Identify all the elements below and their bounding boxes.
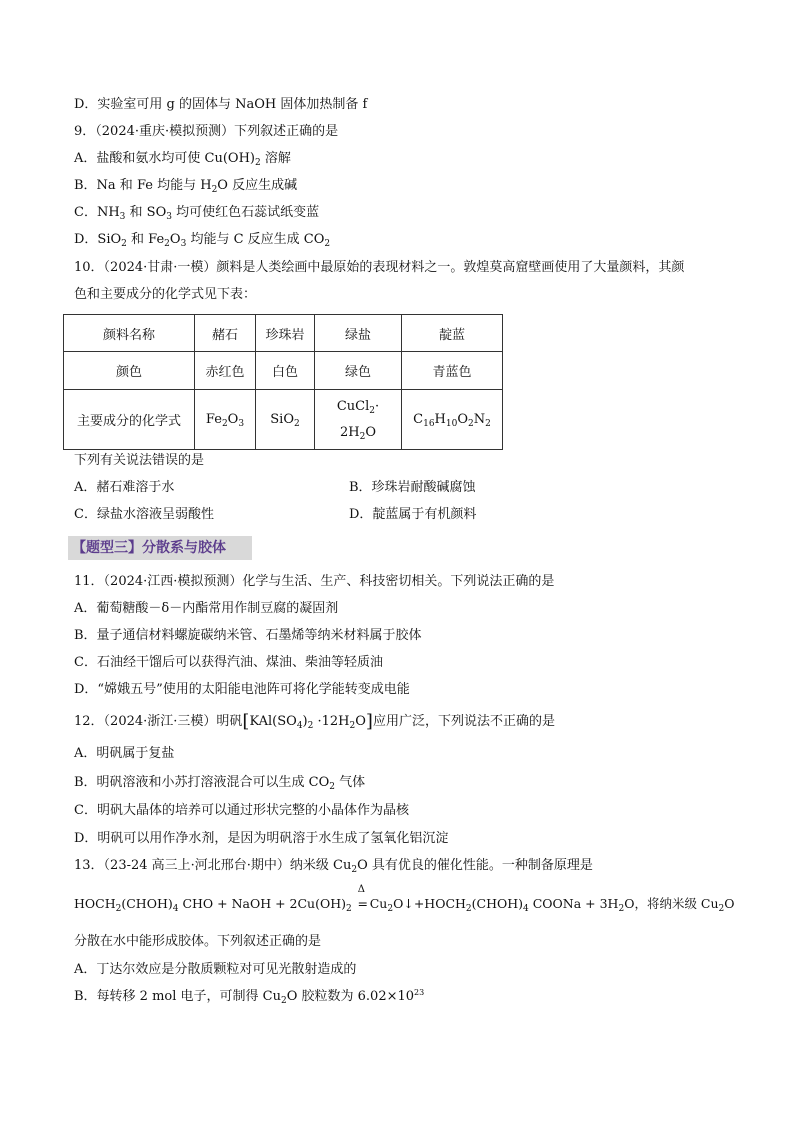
q12-option-b: B．明矾溶液和小苏打溶液混合可以生成 $CO_2$ 气体 — [74, 775, 366, 792]
q10-option-c: C．绿盐水溶液呈弱酸性 — [74, 507, 214, 522]
left-bracket: [ — [242, 711, 250, 732]
q11-option-d: D．“嫦娥五号”使用的太阳能电池阵可将化学能转变成电能 — [74, 682, 410, 697]
q11-option-c: C．石油经干馏后可以获得汽油、煤油、柴油等轻质油 — [74, 655, 383, 670]
q10-option-d: D．靛蓝属于有机颜料 — [349, 507, 477, 522]
q12-option-d: D．明矾可以用作净水剂，是因为明矾溶于水生成了氢氧化铝沉淀 — [74, 831, 449, 846]
q13-option-b: B．每转移 2 mol 电子，可制得 $Cu_2O$ 胶粒数为 $6.02\times 10^{23}$ — [74, 988, 425, 1006]
q13-option-a: A．丁达尔效应是分散质颗粒对可见光散射造成的 — [74, 962, 357, 977]
formula-cell: SiO$_2$ — [256, 390, 315, 450]
q9-option-d: D．SiO$_2$ 和 $Fe_2O_3$ 均能与 C 反应生成 $CO_2$ — [74, 232, 331, 249]
heating-arrow: Δ = — [357, 884, 368, 911]
table-cell: 青蓝色 — [402, 352, 503, 390]
table-cell: 主要成分的化学式 — [64, 390, 195, 450]
table-cell: 白色 — [256, 352, 315, 390]
q10-option-b: B．珍珠岩耐酸碱腐蚀 — [349, 480, 476, 495]
q9-option-b: B．Na 和 Fe 均能与 $H_2O$ 反应生成碱 — [74, 178, 298, 195]
q11-option-a: A．葡萄糖酸－δ－内酯常用作制豆腐的凝固剂 — [74, 601, 339, 616]
alum-formula: $KAl(SO_4)_2 \cdot 12H_2O$ — [249, 714, 366, 731]
q10-stem-line1: 10．（2024·甘肃·一模）颜料是人类绘画中最原始的表现材料之一。敦煌莫高窟壁画使用了大量颜料，其颜 — [74, 260, 685, 275]
table-row — [64, 390, 503, 450]
q10-option-a: A．赭石难溶于水 — [74, 480, 175, 495]
table-cell: 珍珠岩 — [256, 315, 315, 352]
q13-stem: 13．（23-24 高三上·河北邢台·期中）纳米级 $Cu_2O$ 具有优良的催化性能。一种制备原理是 — [74, 858, 593, 875]
table-cell: 赭石 — [195, 315, 256, 352]
table-cell: 赤红色 — [195, 352, 256, 390]
table-cell: 颜料名称 — [64, 315, 195, 352]
q13-stem-line3: 分散在水中能形成胶体。下列叙述正确的是 — [74, 934, 322, 949]
q11-stem: 11．（2024·江西·模拟预测）化学与生活、生产、科技密切相关。下列说法正确的是 — [74, 574, 555, 589]
q11-option-b: B．量子通信材料螺旋碳纳米管、石墨烯等纳米材料属于胶体 — [74, 628, 422, 643]
q13-equation: $HOCH_2(CHOH)_4$ CHO + NaOH + $2Cu(OH)_2$ Δ = $Cu_2O↓+HOCH_2(CHOH)_4$ COONa + $3H_2O$，将纳米级 $Cu_2O$ — [74, 884, 735, 914]
q12-option-c: C．明矾大晶体的培养可以通过形状完整的小晶体作为晶核 — [74, 803, 409, 818]
q10-stem-line2: 色和主要成分的化学式见下表： — [74, 287, 257, 302]
table-cell: 绿色 — [315, 352, 402, 390]
formula-cell: $Fe_2O_3$ — [195, 390, 256, 450]
table-cell: 颜色 — [64, 352, 195, 390]
table-row — [64, 315, 503, 352]
q9-option-a: A．盐酸和氨水均可使 $Cu(OH)_2$ 溶解 — [74, 151, 291, 168]
section-header: 【题型三】分散系与胶体 — [68, 536, 252, 560]
q9-stem: 9．（2024·重庆·模拟预测）下列叙述正确的是 — [74, 124, 339, 139]
formula-cell: $C_{16}H_{10}O_2N_2$ — [402, 390, 503, 450]
pigment-table — [63, 314, 503, 450]
table-row — [64, 352, 503, 390]
right-bracket: ] — [365, 711, 373, 732]
formula-cell: CuCl$_2$· $2H_2O$ — [315, 390, 402, 450]
q8-option-d: D．实验室可用 g 的固体与 NaOH 固体加热制备 f — [74, 97, 368, 112]
table-cell: 靛蓝 — [402, 315, 503, 352]
table-cell: 绿盐 — [315, 315, 402, 352]
q12-stem: 12．（2024·浙江·三模）明矾$[KAl(SO_4)_2 \cdot 12H_2O]$应用广泛，下列说法不正确的是 — [74, 711, 555, 732]
q9-option-c: C．$NH_3$ 和 $SO_3$ 均可使红色石蕊试纸变蓝 — [74, 205, 320, 222]
q12-option-a: A．明矾属于复盐 — [74, 746, 175, 761]
q10-after-table: 下列有关说法错误的是 — [74, 453, 205, 468]
